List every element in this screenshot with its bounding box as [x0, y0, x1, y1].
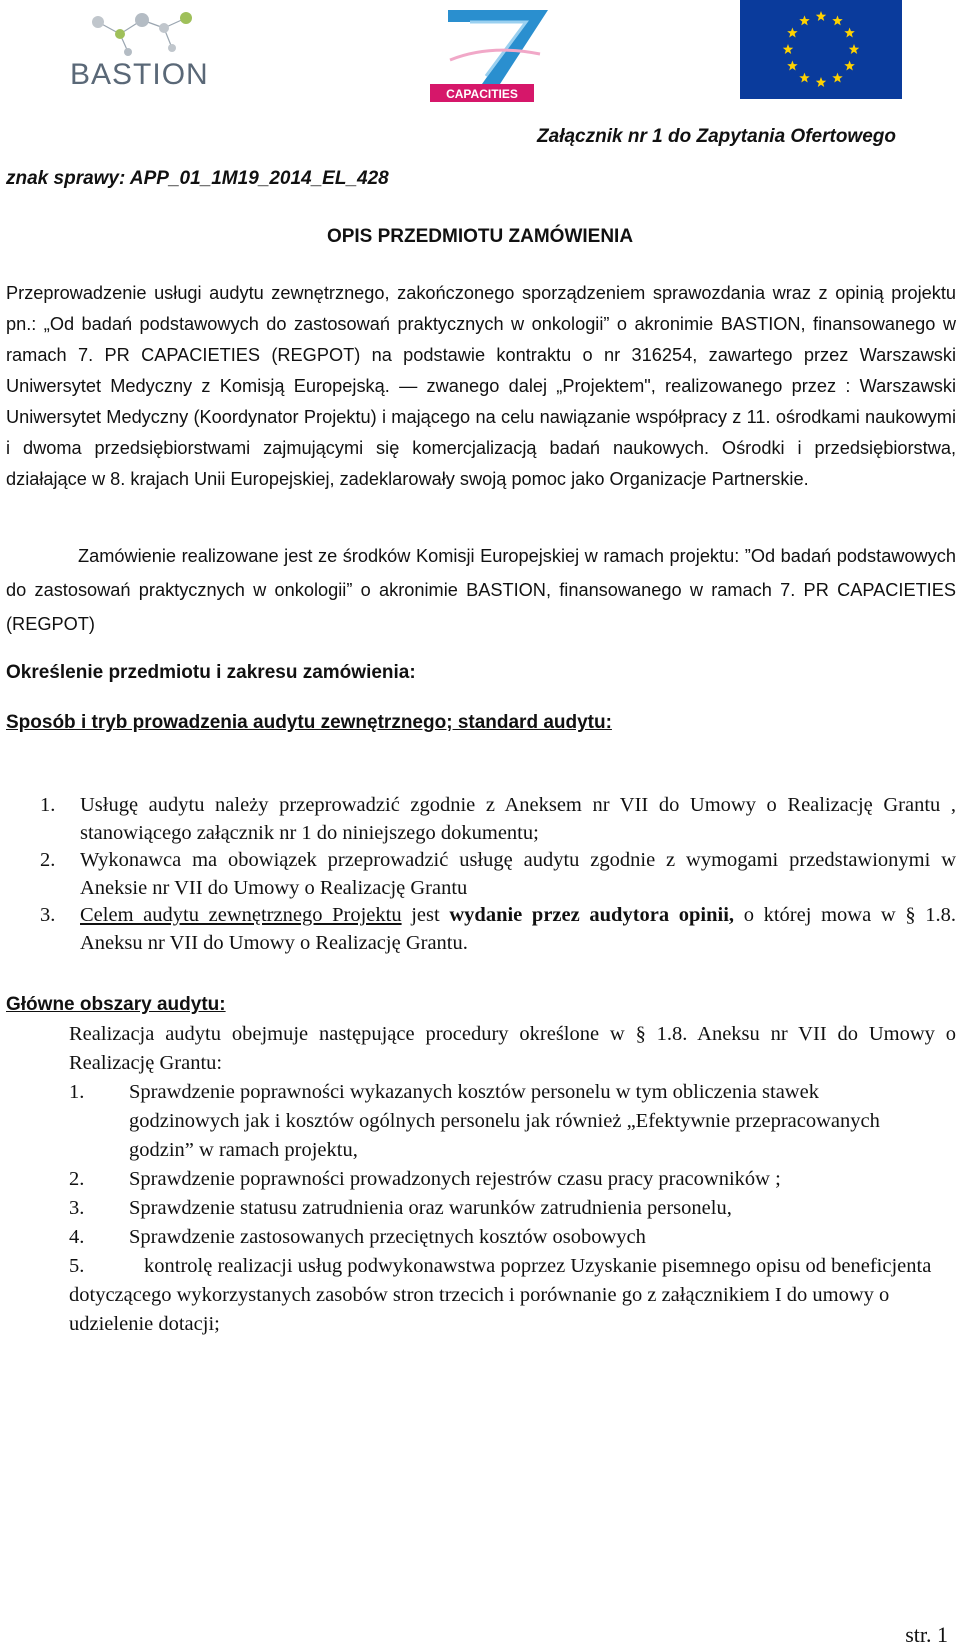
audit-goal-end: o której mowa w § 1.8. Aneksu nr VII do Umowy o Realizację Grantu.	[80, 904, 956, 954]
list-item	[69, 1194, 956, 1223]
eu-star-icon	[844, 61, 854, 71]
eu-star-icon	[844, 28, 854, 38]
list-item-text: Usługę audytu należy przeprowadzić zgodnie z Aneksem nr VII do Umowy o Realizację Grantu , stanowiącego załącznik nr 1 do niniejszego dokumentu;	[80, 794, 956, 844]
eu-star-icon	[832, 15, 842, 25]
funding-paragraph	[6, 539, 956, 641]
list-item-number: 3.	[40, 904, 56, 926]
list-item	[40, 792, 956, 847]
eu-star-icon	[783, 44, 793, 54]
audit-goal-mid: jest	[401, 904, 450, 926]
audit-goal-bold: wydanie przez audytora opinii,	[449, 904, 735, 926]
list-item-number: 5.	[69, 1255, 85, 1277]
list-item	[40, 902, 956, 957]
list-item-number: 1.	[69, 1081, 85, 1103]
eu-star-icon	[849, 44, 859, 54]
list-item-text: kontrolę realizacji usług podwykonawstwa poprzez Uzyskanie pisemnego opisu od beneficjenta dotyczącego wykorzystanych zasobów stron trzecich i porównanie go z załącznikiem I do umowy o udzielenie dotacji;	[69, 1255, 932, 1335]
logo-bar	[0, 0, 960, 110]
eu-star-icon	[787, 28, 797, 38]
case-reference: znak sprawy: APP_01_1M19_2014_EL_428	[6, 168, 389, 189]
list-item	[69, 1165, 956, 1194]
list-item	[69, 1078, 956, 1165]
eu-star-icon	[787, 61, 797, 71]
list-item-number: 1.	[40, 794, 56, 816]
capacities-logo-text: CAPACITIES	[446, 87, 518, 101]
eu-star-icon	[832, 73, 842, 83]
page-number: str. 1	[905, 1622, 948, 1647]
section-areas-heading: Główne obszary audytu:	[6, 994, 226, 1015]
list-item-number: 4.	[69, 1226, 85, 1248]
list-item-text: Sprawdzenie poprawności prowadzonych rejestrów czasu pracy pracowników ;	[129, 1168, 781, 1190]
document-title: OPIS PRZEDMIOTU ZAMÓWIENIA	[326, 226, 634, 247]
eu-flag-stars	[740, 0, 902, 99]
areas-list	[69, 1078, 956, 1339]
eu-star-icon	[816, 77, 826, 87]
audit-goal-underlined: Celem audytu zewnętrznego Projektu	[80, 904, 402, 926]
list-item-text	[80, 902, 956, 957]
annex-label: Załącznik nr 1 do Zapytania Ofertowego	[537, 126, 896, 147]
funding-text: Zamówienie realizowane jest ze środków Komisji Europejskiej w ramach projektu: ”Od badań podstawowych do zastosowań praktycznych w onkologii” o akronimie BASTION, finansowanego w ramach 7. PR CAPACIETIES (REGPOT)	[6, 546, 956, 634]
section-method-heading: Sposób i tryb prowadzenia audytu zewnętrznego; standard audytu:	[6, 712, 612, 733]
list-item-text: Wykonawca ma obowiązek przeprowadzić usługę audytu zgodnie z wymogami przedstawionymi w Aneksie nr VII do Umowy o Realizację Grantu	[80, 849, 956, 899]
bastion-logo-text: BASTION	[70, 58, 209, 90]
intro-paragraph: Przeprowadzenie usługi audytu zewnętrznego, zakończonego sporządzeniem sprawozdania wraz z opinią projektu pn.: „Od badań podstawowych do zastosowań praktycznych w onkologii” o akronimie BASTION, finansowanego w ramach 7. PR CAPACIETIES (REGPOT) na podstawie kontraktu o nr 316254, zawartego przez Warszawski Uniwersytet Medyczny z Komisją Europejską. — zwanego dalej „Projektem", realizowanego przez : Warszawski Uniwersytet Medyczny (Koordynator Projektu) i mającego na celu nawiązanie współpracy z 11. ośrodkami naukowymi i dwoma przedsiębiorstwami zajmującymi się komercjalizacją badań naukowych. Ośrodki i przedsiębiorstwa, działające w 8. krajach Unii Europejskiej, zadeklarowały swoją pomoc jako Organizacje Partnerskie.	[6, 283, 956, 489]
list-item-number: 2.	[40, 849, 56, 871]
list-item	[69, 1252, 956, 1339]
areas-lead: Realizacja audytu obejmuje następujące procedury określone w § 1.8. Aneksu nr VII do Umowy o Realizację Grantu:	[69, 1023, 956, 1074]
bastion-logo	[68, 8, 238, 90]
method-list	[40, 792, 956, 957]
areas-block	[69, 1020, 956, 1339]
eu-star-icon	[816, 11, 826, 21]
list-item	[69, 1223, 956, 1252]
list-item-number: 2.	[69, 1168, 85, 1190]
list-item-text: Sprawdzenie poprawności wykazanych kosztów personelu w tym obliczenia stawek godzinowych jak i kosztów ogólnych personelu jak również „Efektywnie przepracowanych godzin” w ramach projektu,	[129, 1081, 880, 1161]
list-item-text: Sprawdzenie zastosowanych przeciętnych kosztów osobowych	[129, 1226, 646, 1248]
eu-flag	[740, 0, 902, 99]
list-item-number: 3.	[69, 1197, 85, 1219]
eu-star-icon	[799, 15, 809, 25]
list-item-text: Sprawdzenie statusu zatrudnienia oraz warunków zatrudnienia personelu,	[129, 1197, 732, 1219]
capacities-logo	[430, 4, 552, 104]
eu-star-icon	[799, 73, 809, 83]
list-item	[40, 847, 956, 902]
section-scope-heading: Określenie przedmiotu i zakresu zamówienia:	[6, 662, 416, 683]
